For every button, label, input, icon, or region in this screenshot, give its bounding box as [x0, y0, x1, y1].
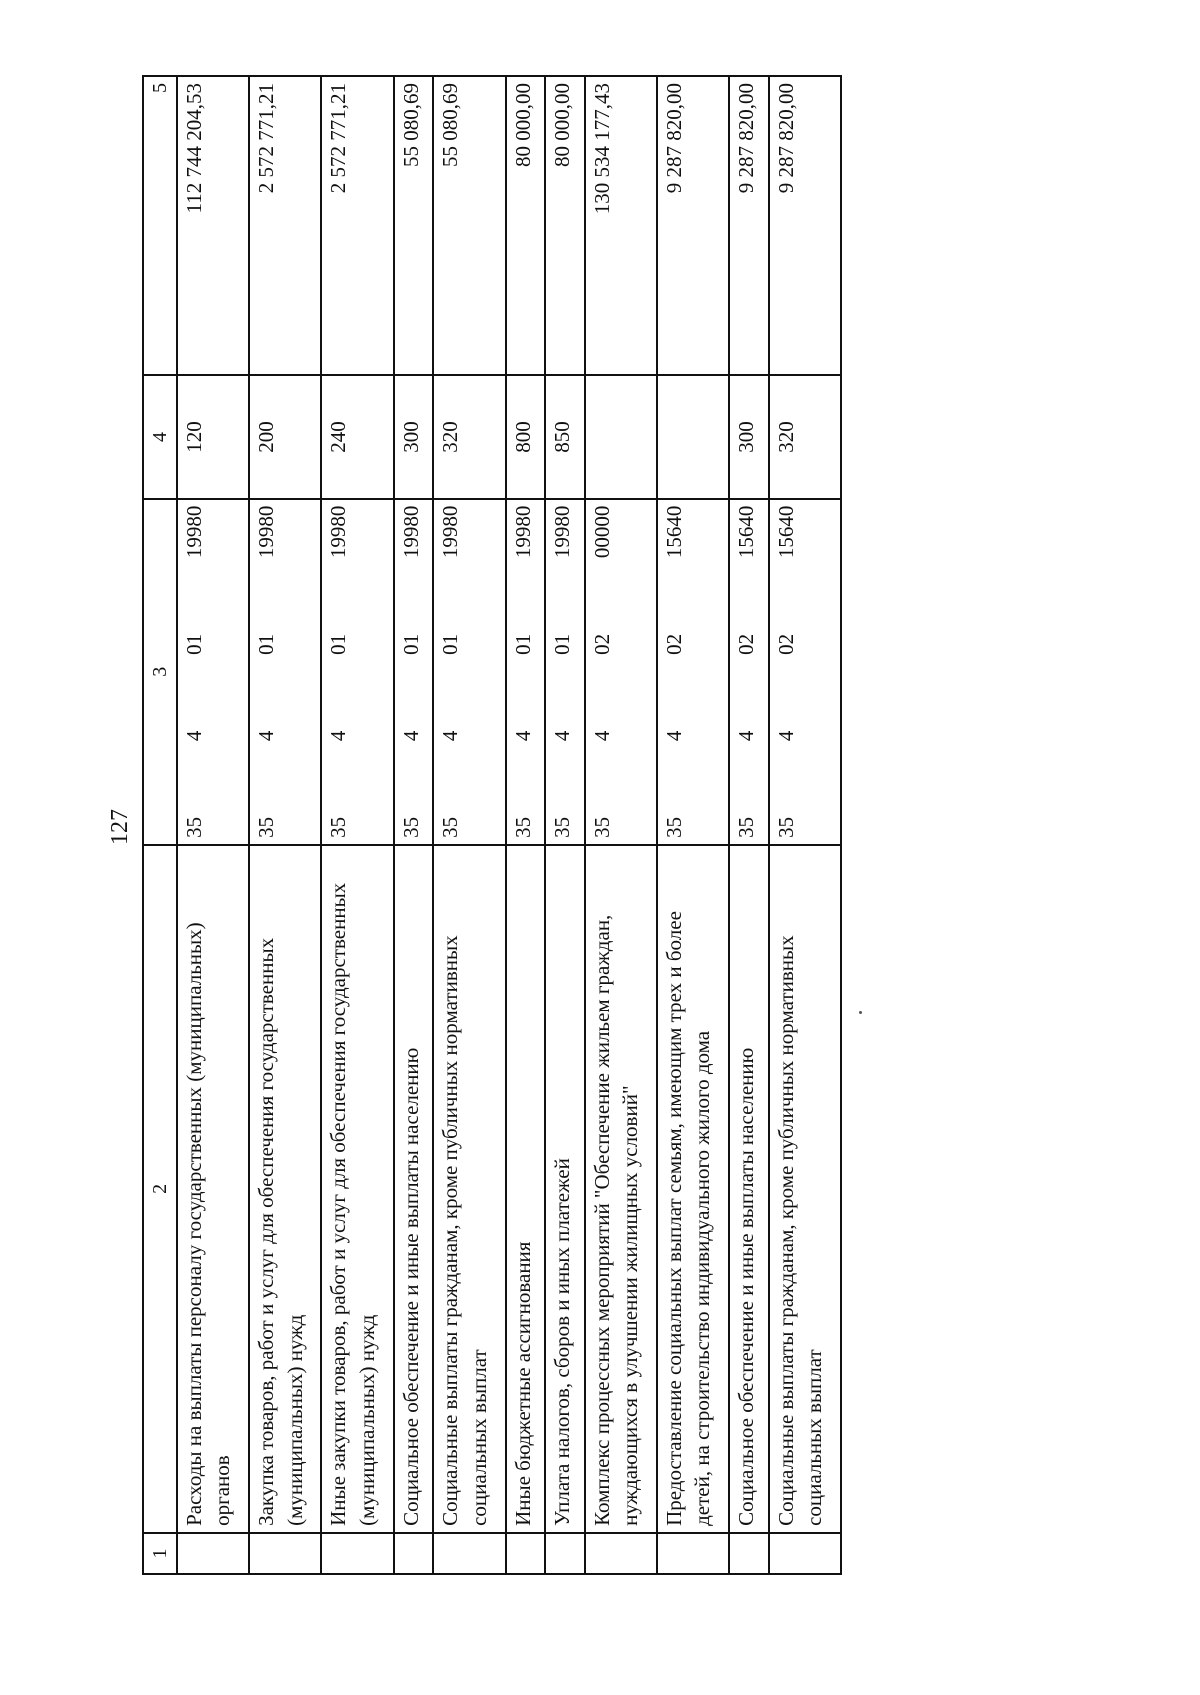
row-code-cell [585, 499, 657, 845]
row-code-part: 15640 [734, 505, 759, 559]
row-type-cell: 300 [729, 375, 769, 498]
row-code-part: 4 [182, 730, 206, 742]
row-col1-cell [545, 1533, 585, 1574]
row-col1-cell [433, 1533, 505, 1574]
row-name-cell: Уплата налогов, сборов и иных платежей [545, 845, 585, 1533]
row-code-part: 35 [254, 816, 279, 838]
row-amount-cell: 9 287 820,00 [769, 76, 841, 375]
row-code-part: 35 [773, 816, 798, 838]
row-code-part: 35 [326, 816, 351, 838]
row-code-parts [548, 506, 576, 838]
row-type-cell: 320 [433, 375, 505, 498]
row-type-cell: 850 [545, 375, 585, 498]
row-code-parts [588, 506, 616, 838]
row-amount-cell: 55 080,69 [433, 76, 505, 375]
row-code-part: 15640 [661, 505, 686, 559]
row-code-part: 35 [589, 816, 614, 838]
row-code-part: 4 [589, 730, 614, 742]
header-col-3: 3 [143, 499, 177, 845]
row-code-part: 02 [734, 633, 759, 655]
row-name-cell: Предоставление социальных выплат семьям, имеющим трех и более детей, на строительство индивидуального жилого дома [657, 845, 729, 1533]
row-type-cell: 120 [177, 375, 249, 498]
row-code-part: 35 [510, 816, 535, 838]
row-code-part: 35 [734, 816, 759, 838]
row-code-cell [433, 499, 505, 845]
row-code-part: 35 [438, 816, 463, 838]
table-row [321, 76, 393, 1574]
row-code-part: 01 [550, 633, 575, 655]
row-code-cell [769, 499, 841, 845]
row-code-cell [729, 499, 769, 845]
row-code-part: 19980 [182, 505, 206, 559]
row-col1-cell [729, 1533, 769, 1574]
row-code-part: 4 [734, 730, 759, 742]
row-code-part: 01 [182, 633, 206, 655]
row-code-part: 19980 [398, 505, 423, 559]
row-name-cell: Комплекс процессных мероприятий "Обеспечение жильем граждан, нуждающихся в улучшении жилищных условий" [585, 845, 657, 1533]
budget-table-rotated [142, 75, 842, 1575]
row-code-part: 4 [254, 730, 279, 742]
row-col1-cell [769, 1533, 841, 1574]
row-type-cell: 800 [506, 375, 546, 498]
scan-speck [859, 1011, 862, 1014]
row-code-part: 01 [510, 633, 535, 655]
row-name-cell: Социальные выплаты гражданам, кроме публичных нормативных социальных выплат [433, 845, 505, 1533]
row-code-part: 4 [438, 730, 463, 742]
row-type-cell: 200 [249, 375, 321, 498]
row-code-part: 00000 [589, 505, 614, 559]
row-code-cell [321, 499, 393, 845]
row-name-cell: Закупка товаров, работ и услуг для обеспечения государственных (муниципальных) нужд [249, 845, 321, 1533]
row-code-part: 19980 [326, 505, 351, 559]
row-code-cell [506, 499, 546, 845]
page-number: 127 [107, 809, 133, 845]
row-code-part: 35 [182, 816, 206, 838]
table-row [657, 76, 729, 1574]
row-amount-cell: 9 287 820,00 [729, 76, 769, 375]
row-code-parts [252, 506, 280, 838]
table-row [545, 76, 585, 1574]
row-code-part: 19980 [510, 505, 535, 559]
row-amount-cell: 80 000,00 [545, 76, 585, 375]
row-code-part: 4 [326, 730, 351, 742]
row-code-part: 01 [438, 633, 463, 655]
row-code-part: 01 [254, 633, 279, 655]
row-code-part: 35 [661, 816, 686, 838]
row-code-part: 4 [398, 730, 423, 742]
row-name-cell: Социальное обеспечение и иные выплаты населению [394, 845, 434, 1533]
row-code-part: 19980 [438, 505, 463, 559]
row-name-cell: Иные бюджетные ассигнования [506, 845, 546, 1533]
row-code-part: 02 [661, 633, 686, 655]
row-code-parts [324, 506, 352, 838]
row-code-cell [177, 499, 249, 845]
row-code-part: 01 [326, 633, 351, 655]
row-code-part: 19980 [254, 505, 279, 559]
row-code-part: 4 [510, 730, 535, 742]
row-type-cell [657, 375, 729, 498]
row-code-part: 35 [398, 816, 423, 838]
table-row [585, 76, 657, 1574]
row-code-cell [394, 499, 434, 845]
row-amount-cell: 130 534 177,43 [585, 76, 657, 375]
row-name-cell: Иные закупки товаров, работ и услуг для обеспечения государственных (муниципальных) нужд [321, 845, 393, 1533]
row-code-parts [660, 506, 688, 838]
row-amount-cell: 55 080,69 [394, 76, 434, 375]
table-row [769, 76, 841, 1574]
header-col-4: 4 [143, 375, 177, 498]
budget-table [142, 75, 842, 1575]
row-code-part: 19980 [550, 505, 575, 559]
row-col1-cell [394, 1533, 434, 1574]
table-row [433, 76, 505, 1574]
row-code-cell [545, 499, 585, 845]
row-code-part: 35 [550, 816, 575, 838]
row-amount-cell: 9 287 820,00 [657, 76, 729, 375]
row-col1-cell [657, 1533, 729, 1574]
table-row [394, 76, 434, 1574]
row-type-cell: 300 [394, 375, 434, 498]
row-code-part: 4 [661, 730, 686, 742]
row-code-cell [249, 499, 321, 845]
row-code-part: 15640 [773, 505, 798, 559]
row-name-cell: Социальные выплаты гражданам, кроме публичных нормативных социальных выплат [769, 845, 841, 1533]
row-code-parts [436, 506, 464, 838]
table-row [249, 76, 321, 1574]
row-col1-cell [585, 1533, 657, 1574]
row-col1-cell [249, 1533, 321, 1574]
row-code-parts [772, 506, 800, 838]
row-name-cell: Социальное обеспечение и иные выплаты населению [729, 845, 769, 1533]
row-code-parts [180, 506, 208, 838]
header-col-2: 2 [143, 845, 177, 1533]
row-code-parts [397, 506, 425, 838]
table-row [177, 76, 249, 1574]
row-amount-cell: 2 572 771,21 [249, 76, 321, 375]
row-code-part: 02 [589, 633, 614, 655]
row-type-cell: 240 [321, 375, 393, 498]
header-row [143, 76, 177, 1574]
row-code-parts [509, 506, 537, 838]
row-code-cell [657, 499, 729, 845]
row-amount-cell: 80 000,00 [506, 76, 546, 375]
row-code-part: 4 [550, 730, 575, 742]
row-type-cell [585, 375, 657, 498]
row-type-cell: 320 [769, 375, 841, 498]
row-code-part: 02 [773, 633, 798, 655]
row-code-part: 01 [398, 633, 423, 655]
row-code-part: 4 [773, 730, 798, 742]
row-code-parts [732, 506, 760, 838]
row-col1-cell [177, 1533, 249, 1574]
header-col-1: 1 [143, 1533, 177, 1574]
row-col1-cell [506, 1533, 546, 1574]
table-row [506, 76, 546, 1574]
table-body [177, 76, 841, 1574]
row-amount-cell: 112 744 204,53 [177, 76, 249, 375]
row-name-cell: Расходы на выплаты персоналу государственных (муниципальных) органов [177, 845, 249, 1533]
row-amount-cell: 2 572 771,21 [321, 76, 393, 375]
row-col1-cell [321, 1533, 393, 1574]
table-row [729, 76, 769, 1574]
header-col-5: 5 [143, 76, 177, 375]
